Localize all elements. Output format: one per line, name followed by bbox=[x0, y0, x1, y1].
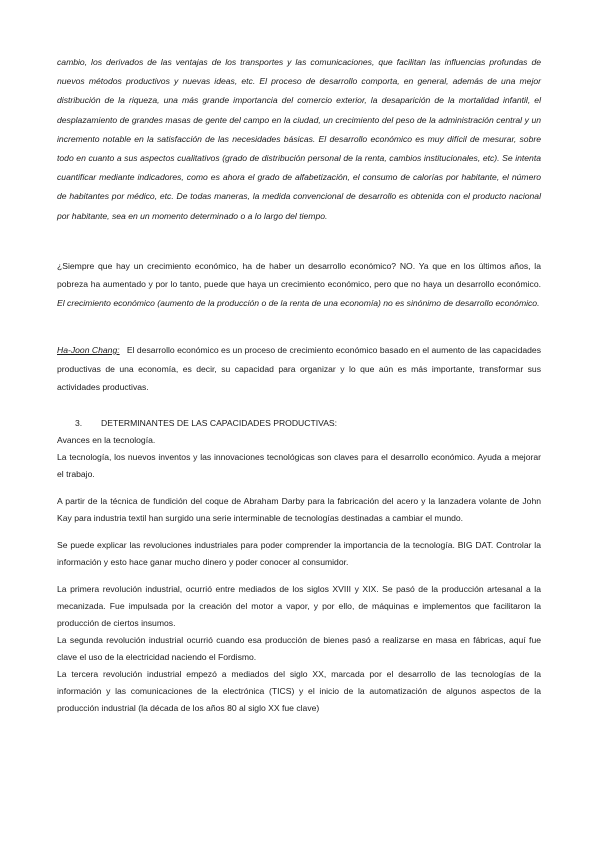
paragraph-growth-vs-development bbox=[57, 257, 541, 312]
author-name: Ha-Joon Chang: bbox=[57, 345, 120, 355]
paragraph-development-description: cambio, los derivados de las ventajas de los transportes y las comunicaciones, que facilitan las influencias profundas de nuevos métodos productivos y nuevas ideas, etc. El proceso de desarrollo comporta, en general, además de una mejor distribución de la riqueza, una más grande importancia del comercio exterior, la desaparición de la mortalidad infantil, el desplazamiento de grandes masas de gente del campo en la ciudad, un crecimiento del peso de la administración central y un incremento notable en la satisfacción de las necesidades básicas. El desarrollo económico es muy difícil de mesurar, sobre todo en cuanto a sus aspectos cualitativos (grado de distribución personal de la renta, cambios institucionales, etc). Se intenta cuantificar mediante indicadores, como es ahora el grado de alfabetización, el consumo de calorías por habitante, el número de habitantes por médico, etc. De todas maneras, la medida convencional de desarrollo es obtenida con el producto nacional por habitante, sea en un momento determinado o a lo largo del tiempo. bbox=[57, 57, 541, 221]
paragraph-third-revolution: La tercera revolución industrial empezó a mediados del siglo XX, marcada por el desarrollo de las tecnologías de la información y las comunicaciones de la electrónica (TICS) y el inicio de la automatización de algunos aspectos de la producción industrial (la década de los años 80 al siglo XX fue clave) bbox=[57, 669, 541, 713]
section-heading bbox=[57, 415, 541, 432]
section-subtitle: Avances en la tecnología. bbox=[57, 435, 156, 445]
paragraph-industrial-revolutions: Se puede explicar las revoluciones industriales para poder comprender la importancia de la tecnología. BIG DAT. Controlar la información y esto hace ganar mucho dinero y poder conocer al consumidor. bbox=[57, 540, 541, 567]
chang-definition-text: El desarrollo económico es un proceso de crecimiento económico basado en el aumento de las capacidades productivas de una economía, es decir, su capacidad para organizar y lo que aún es más importante, transformar sus actividades productivas. bbox=[57, 345, 541, 392]
paragraph-first-revolution: La primera revolución industrial, ocurrió entre mediados de los siglos XVIII y XIX. Se pasó de la producción artesanal a la mecanizada. Fue impulsada por la creación del motor a vapor, y por ello, de máquinas e implementos que facilitaron la producción de ciertos insumos. bbox=[57, 584, 541, 628]
section-productive-capacities bbox=[57, 415, 541, 717]
growth-definition-italic: El crecimiento económico (aumento de la producción o de la renta de una economía) no es sinónimo de desarrollo económico. bbox=[57, 297, 540, 308]
paragraph-technology-keys: La tecnología, los nuevos inventos y las innovaciones tecnológicas son claves para el desarrollo económico. Ayuda a mejorar el trabajo. bbox=[57, 452, 541, 479]
section-title: DETERMINANTES DE LAS CAPACIDADES PRODUCTIVAS: bbox=[101, 418, 338, 428]
paragraph-darby-kay: A partir de la técnica de fundición del coque de Abraham Darby para la fabricación del acero y la lanzadera volante de John Kay para industria textil han surgido una serie interminable de tecnologías destinadas a cambiar el mundo. bbox=[57, 496, 541, 523]
section-number: 3. bbox=[75, 418, 83, 428]
question-text: ¿Siempre que hay un crecimiento económico, ha de haber un desarrollo económico? NO. Ya que en los últimos años, la pobreza ha aumentado y por lo tanto, puede que haya un crecimiento económico, pero que no haya un desarrollo económico. bbox=[57, 261, 541, 290]
paragraph-second-revolution: La segunda revolución industrial ocurrió cuando esa producción de bienes pasó a realizarse en masa en fábricas, aquí fue clave el uso de la electricidad naciendo el Fordismo. bbox=[57, 635, 541, 662]
paragraph-chang-definition bbox=[57, 341, 541, 397]
